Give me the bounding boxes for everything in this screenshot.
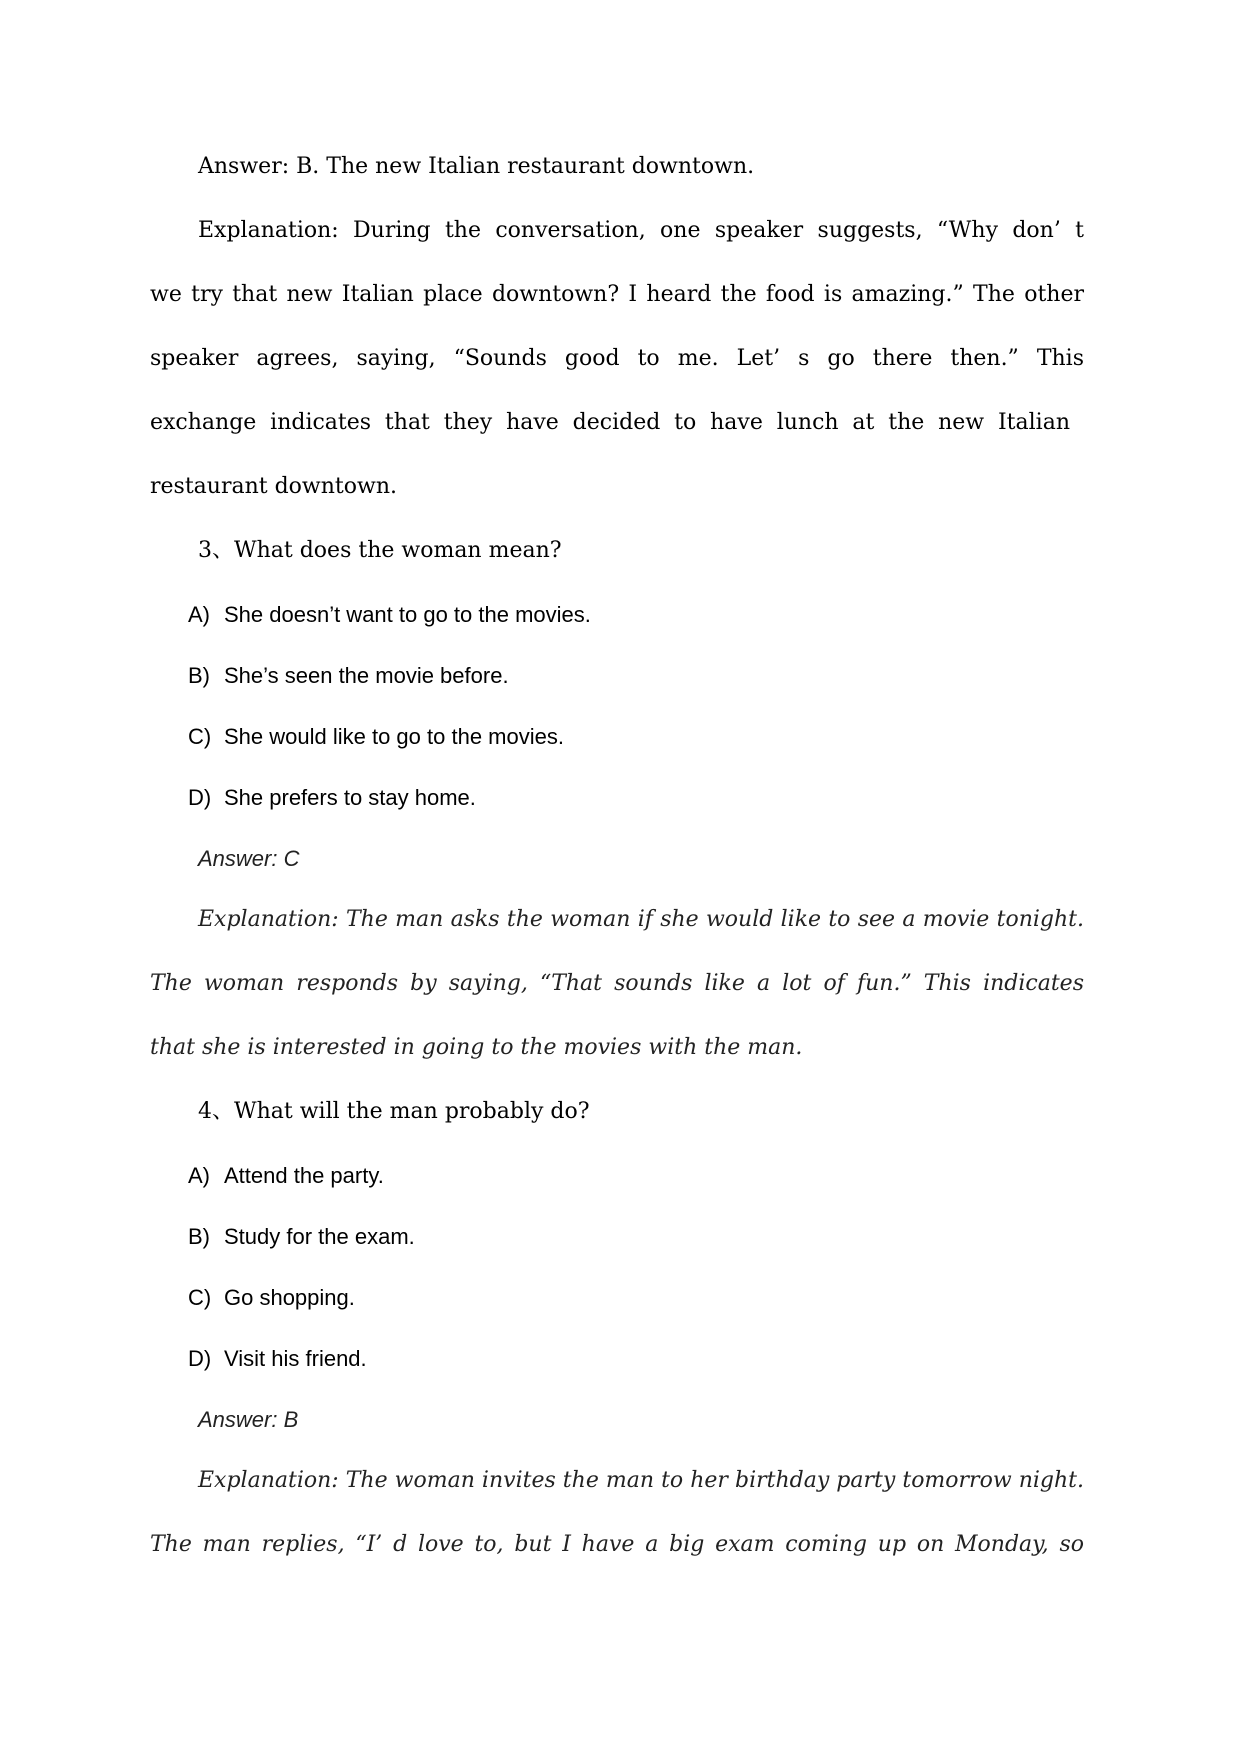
q2-answer: Answer: B. The new Italian restaurant downtown. — [198, 154, 755, 179]
option-text: She would like to go to the movies. — [224, 724, 564, 749]
option-letter: B) — [188, 1224, 210, 1249]
q4-explanation-line-1: Explanation: The woman invites the man to her birthday party tomorrow night. — [198, 1468, 1084, 1493]
q2-explanation-line-2: we try that new Italian place downtown? I heard the food is amazing.” The other — [150, 282, 1084, 307]
option-text: She doesn’t want to go to the movies. — [224, 602, 591, 627]
q3-explanation-line-3: that she is interested in going to the movies with the man. — [150, 1035, 803, 1060]
option-text: Study for the exam. — [224, 1224, 415, 1249]
q4-answer: Answer: B — [198, 1407, 299, 1432]
q3-explanation-line-1: Explanation: The man asks the woman if she would like to see a movie tonight. — [198, 907, 1084, 932]
option-text: Go shopping. — [224, 1285, 355, 1310]
q2-explanation-line-3: speaker agrees, saying, “Sounds good to me. Let’ s go there then.” This — [150, 346, 1084, 371]
q4-explanation-line-2: The man replies, “I’ d love to, but I have a big exam coming up on Monday, so — [150, 1532, 1084, 1557]
q2-explanation-line-4: exchange indicates that they have decided to have lunch at the new Italian — [150, 410, 1070, 435]
option-text: Visit his friend. — [224, 1346, 367, 1371]
option-text: She prefers to stay home. — [224, 785, 476, 810]
q3-answer: Answer: C — [198, 846, 300, 871]
option-letter: B) — [188, 663, 210, 688]
option-letter: A) — [188, 1163, 210, 1188]
option-letter: A) — [188, 602, 210, 627]
option-text: Attend the party. — [224, 1163, 384, 1188]
q3-question: 3、What does the woman mean? — [198, 538, 562, 563]
q4-question: 4、What will the man probably do? — [198, 1099, 590, 1124]
q3-explanation-line-2: The woman responds by saying, “That sounds like a lot of fun.” This indicates — [150, 971, 1084, 996]
q2-explanation-line-1: Explanation: During the conversation, one speaker suggests, “Why don’ t — [198, 218, 1084, 243]
option-letter: D) — [188, 785, 212, 810]
option-letter: C) — [188, 1285, 212, 1310]
option-letter: D) — [188, 1346, 212, 1371]
q2-explanation-line-5: restaurant downtown. — [150, 474, 397, 499]
option-text: She’s seen the movie before. — [224, 663, 509, 688]
option-letter: C) — [188, 724, 212, 749]
